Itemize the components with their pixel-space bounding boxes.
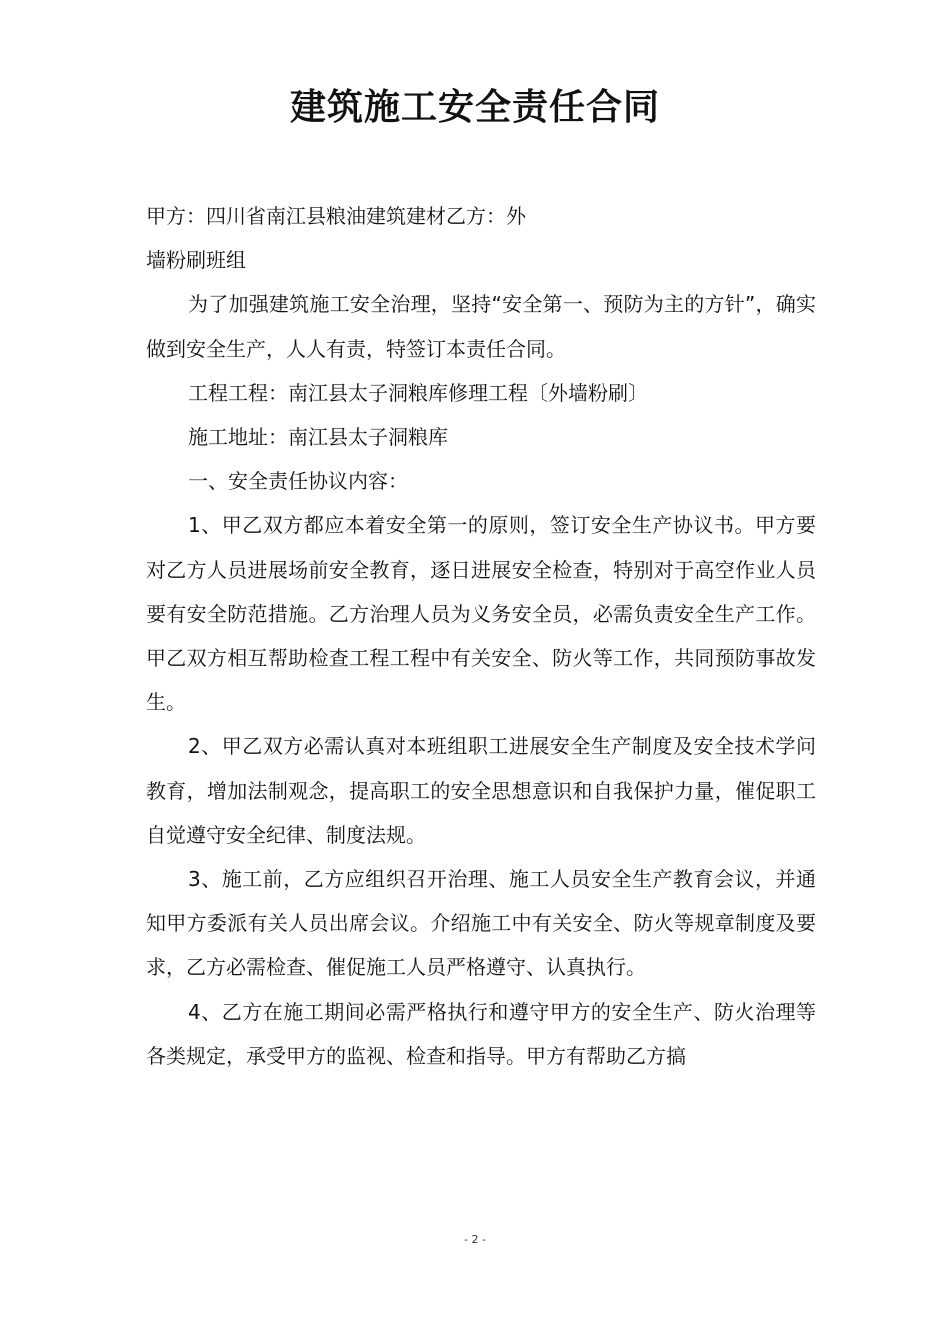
party-b-line: 墙粉刷班组	[146, 248, 246, 273]
project-line: 工程工程：南江县太子洞粮库修理工程〔外墙粉刷〕	[188, 380, 648, 405]
clause-4: 4、乙方在施工期间必需严格执行和遵守甲方的安全生产、防火治理等各类规定，承受甲方的监视、检查和指导。甲方有帮助乙方搞	[146, 999, 816, 1068]
document-title: 建筑施工安全责任合同	[289, 86, 660, 128]
site-address-line: 施工地址：南江县太子洞粮库	[188, 425, 448, 450]
document-body	[146, 194, 816, 1078]
clause-3: 3、施工前，乙方应组织召开治理、施工人员安全生产教育会议，并通知甲方委派有关人员出席会议。介绍施工中有关安全、防火等规章制度及要求，乙方必需检查、催促施工人员严格遵守、认真执行。	[146, 867, 816, 980]
page-number: - 2 -	[464, 1233, 486, 1246]
clause-2: 2、甲乙双方必需认真对本班组职工进展安全生产制度及安全技术学问教育，增加法制观念，提高职工的安全思想意识和自我保护力量，催促职工自觉遵守安全纪律、制度法规。	[146, 734, 816, 847]
party-a-line: 甲方：四川省南江县粮油建筑建材乙方：外	[146, 204, 526, 228]
section-heading: 一、安全责任协议内容：	[188, 469, 408, 494]
clause-1: 1、甲乙双方都应本着安全第一的原则，签订安全生产协议书。甲方要对乙方人员进展场前安全教育，逐日进展安全检查，特别对于高空作业人员要有安全防范措施。乙方治理人员为义务安全员，必需负责安全生产工作。甲乙双方相互帮助检查工程工程中有关安全、防火等工作，共同预防事故发生。	[146, 513, 816, 715]
intro-paragraph: 为了加强建筑施工安全治理，坚持“安全第一、预防为主的方针”，确实做到安全生产，人人有责，特签订本责任合同。	[146, 292, 816, 361]
